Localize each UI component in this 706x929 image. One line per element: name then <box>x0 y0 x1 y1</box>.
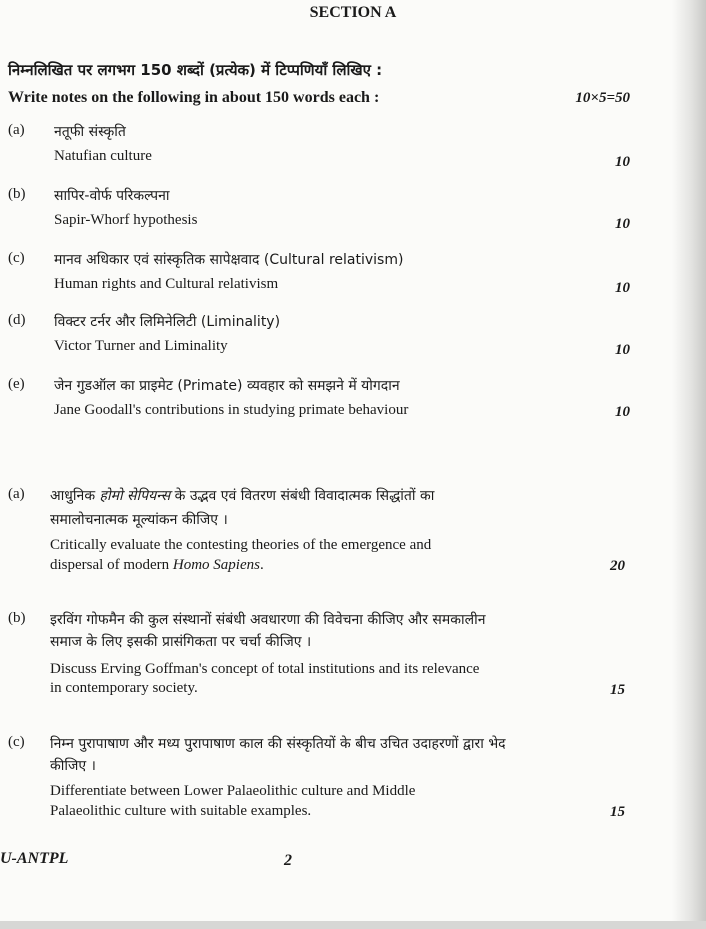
question-hindi-line1: इरविंग गोफमैन की कुल संस्थानों संबंधी अवधारणा की विवेचना कीजिए और समकालीन <box>50 612 486 628</box>
question-english-line1: Discuss Erving Goffman's concept of total institutions and its relevance <box>50 661 480 677</box>
note-marks: 10 <box>615 342 630 358</box>
question-english-line2: dispersal of modern Homo Sapiens. <box>50 557 264 573</box>
note-english: Natufian culture <box>54 148 152 164</box>
question-english-emphasis: Homo Sapiens <box>172 557 260 573</box>
page-number: 2 <box>284 852 292 869</box>
note-label: (b) <box>8 186 26 202</box>
question-hindi-line2: कीजिए । <box>50 758 96 774</box>
note-hindi: मानव अधिकार एवं सांस्कृतिक सापेक्षवाद (Cultural relativism) <box>54 252 404 268</box>
question-english-line2: Palaeolithic culture with suitable examples. <box>50 803 312 819</box>
question-english-line2: in contemporary society. <box>50 680 198 696</box>
note-hindi: सापिर-वोर्फ परिकल्पना <box>54 188 170 204</box>
question-marks: 20 <box>610 558 625 574</box>
question-hindi-emphasis: होमो सेपियन्स <box>99 488 171 504</box>
note-marks: 10 <box>615 404 630 420</box>
note-english: Victor Turner and Liminality <box>54 338 228 354</box>
note-hindi: विक्टर टर्नर और लिमिनेलिटी (Liminality) <box>54 314 281 330</box>
instruction-total-marks: 10×5=50 <box>575 90 630 106</box>
note-marks: 10 <box>615 154 630 170</box>
question-hindi-line1: आधुनिक होमो सेपियन्स के उद्भव एवं वितरण संबंधी विवादात्मक सिद्धांतों का <box>50 488 435 504</box>
question-hindi-line2: समाज के लिए इसकी प्रासंगिकता पर चर्चा कीजिए । <box>50 634 312 650</box>
question-hindi-line2: समालोचनात्मक मूल्यांकन कीजिए । <box>50 512 228 528</box>
question-hindi-line1: निम्न पुरापाषाण और मध्य पुरापाषाण काल की संस्कृतियों के बीच उचित उदाहरणों द्वारा भेद <box>50 736 506 752</box>
note-label: (e) <box>8 376 25 392</box>
scan-edge-shadow <box>672 0 706 929</box>
paper-code: U-ANTPL <box>0 850 69 867</box>
note-hindi: जेन गुडऑल का प्राइमेट (Primate) व्यवहार को समझने में योगदान <box>54 378 400 394</box>
note-label: (a) <box>8 122 25 138</box>
question-english-line1: Differentiate between Lower Palaeolithic culture and Middle <box>50 783 416 799</box>
note-english: Human rights and Cultural relativism <box>54 276 279 292</box>
section-title: SECTION A <box>309 4 397 21</box>
note-label: (d) <box>8 312 26 328</box>
note-english: Jane Goodall's contributions in studying primate behaviour <box>54 402 409 418</box>
instruction-english: Write notes on the following in about 150 words each : <box>8 89 380 106</box>
question-english-line1: Critically evaluate the contesting theories of the emergence and <box>50 537 432 553</box>
note-english: Sapir-Whorf hypothesis <box>54 212 198 228</box>
note-marks: 10 <box>615 216 630 232</box>
question-label: (c) <box>8 734 25 750</box>
instruction-hindi: निम्नलिखित पर लगभग 150 शब्दों (प्रत्येक) में टिप्पणियाँ लिखिए : <box>8 61 383 79</box>
note-marks: 10 <box>615 280 630 296</box>
question-label: (b) <box>8 610 26 626</box>
note-hindi: नतूफी संस्कृति <box>54 124 126 140</box>
question-marks: 15 <box>610 682 625 698</box>
question-label: (a) <box>8 486 25 502</box>
question-marks: 15 <box>610 804 625 820</box>
scan-edge-bottom <box>0 921 706 929</box>
note-label: (c) <box>8 250 25 266</box>
